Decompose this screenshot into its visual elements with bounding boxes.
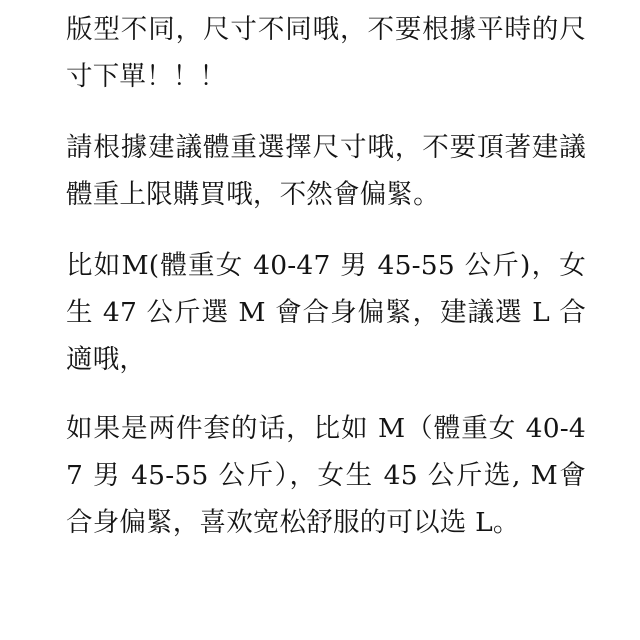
paragraph-size-m-example: 比如M(體重女 40-47 男 45-55 公斤)，女生 47 公斤選 M 會合身偏緊，建議選 L 合適哦， <box>66 250 586 375</box>
paragraph-sizing-warning: 版型不同，尺寸不同哦，不要根據平時的尺寸下單！！！ <box>66 14 586 92</box>
paragraph-two-piece-set-example: 如果是两件套的话，比如 M（體重女 40-47 男 45-55 公斤），女生 45 公斤选, M會合身偏緊，喜欢宽松舒服的可以选 L。 <box>66 413 586 538</box>
paragraph-weight-guidance: 請根據建議體重選擇尺寸哦，不要頂著建議體重上限購買哦，不然會偏緊。 <box>66 132 586 210</box>
